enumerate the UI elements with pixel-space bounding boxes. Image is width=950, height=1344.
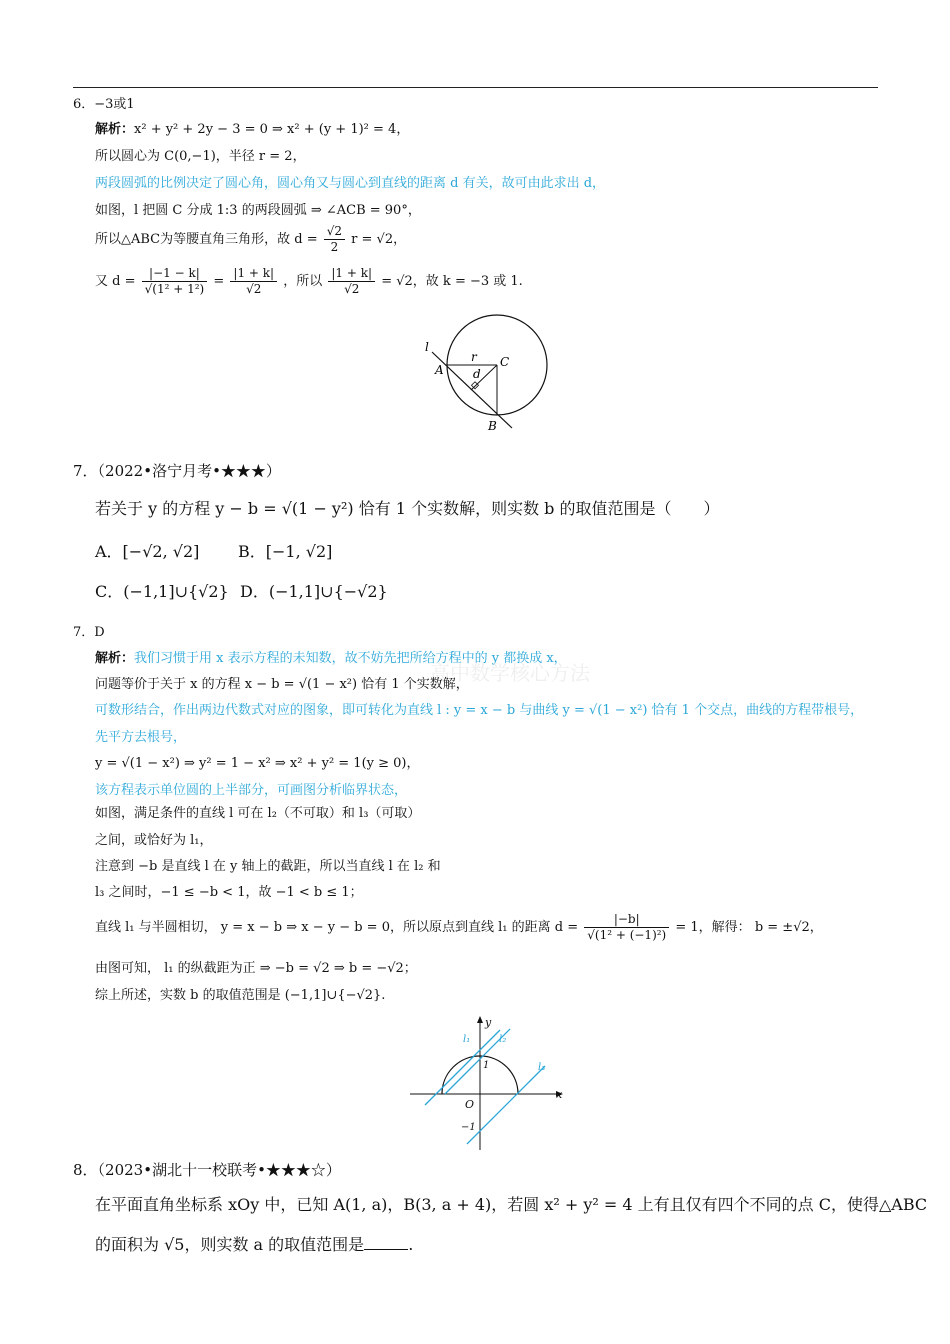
q7-option-b: B．[−1, √2]	[238, 542, 333, 561]
label-l2: l₂	[499, 1034, 507, 1045]
q7-option-c: C．(−1,1]∪{√2}	[95, 582, 229, 601]
q7-stem: 若关于 y 的方程 y − b = √(1 − y²) 恰有 1 个实数解，则实数 b 的取值范围是（ ）	[95, 499, 720, 518]
q6-l6-frac-2	[230, 266, 277, 297]
q6-l6-eq: =	[213, 274, 225, 289]
answer-blank[interactable]	[364, 1235, 408, 1250]
label-l3: l₃	[538, 1062, 546, 1073]
label-d: d	[473, 367, 481, 381]
q6-line-1	[95, 121, 409, 139]
label-neg-one: −1	[461, 1122, 476, 1133]
y-axis-arrow	[477, 1016, 483, 1023]
q7-header: 7．（2022•洛宁月考•★★★）	[73, 462, 281, 480]
q7-s4: 先平方去根号，	[95, 730, 187, 745]
q7-answer: 7．D	[73, 625, 105, 640]
label-origin: O	[465, 1098, 475, 1111]
q7-s6: 该方程表示单位圆的上半部分，可画图分析临界状态，	[95, 783, 408, 798]
q8-header: 8．（2023•湖北十一校联考•★★★☆）	[73, 1161, 341, 1179]
q7-s2: 问题等价于关于 x 的方程 x − b = √(1 − x²) 恰有 1 个实数解，	[95, 677, 469, 692]
label-b: B	[488, 419, 497, 433]
q6-line-6	[95, 266, 523, 297]
q7-s11-pre: 直线 l₁ 与半圆相切， y = x − b ⇒ x − y − b = 0，所以原点到直线 l₁ 的距离 d =	[95, 920, 579, 935]
q6-l6-pre: 又 d =	[95, 274, 136, 289]
q7-s7: 如图，满足条件的直线 l 可在 l₂（不可取）和 l₃（可取）	[95, 806, 421, 821]
label-r: r	[471, 350, 477, 364]
q7-s10: l₃ 之间时，−1 ≤ −b < 1，故 −1 < b ≤ 1；	[95, 885, 363, 900]
q6-l5-den: 2	[330, 240, 339, 254]
q6-line-5	[95, 224, 406, 255]
q6-l6-mid: ，所以	[283, 274, 323, 289]
line-l3	[467, 1066, 545, 1144]
label-y: y	[485, 1016, 492, 1029]
q7-jiexi-label: 解析：	[95, 651, 135, 666]
q7-semicircle-figure	[405, 1012, 575, 1152]
q8-stem-2: 的面积为 √5，则实数 a 的取值范围是	[95, 1235, 365, 1254]
q6-line-4: 如图，l 把圆 C 分成 1:3 的两段圆弧 ⇒ ∠ACB = 90°，	[95, 203, 421, 218]
q6-l6-f2-num: |1 + k|	[230, 266, 277, 282]
q6-eq-1: x² + y² + 2y − 3 = 0 ⇒ x² + (y + 1)² = 4，	[134, 122, 410, 137]
label-l1: l₁	[463, 1034, 471, 1045]
q6-answer: 6．−3或1	[73, 97, 135, 112]
q7-option-a: A．[−√2, √2]	[95, 542, 200, 561]
label-one: 1	[483, 1060, 490, 1071]
q6-jiexi-label: 解析：	[95, 122, 135, 137]
label-x: x	[556, 1088, 563, 1101]
q6-l5-pre: 所以△ABC为等腰直角三角形，故 d =	[95, 232, 318, 247]
q6-line-2: 所以圆心为 C(0,−1)，半径 r = 2，	[95, 149, 306, 164]
q7-s5: y = √(1 − x²) ⇒ y² = 1 − x² ⇒ x² + y² = 1(y ≥ 0)，	[95, 756, 420, 771]
q7-s11-frac	[584, 912, 669, 943]
q7-s1: 我们习惯于用 x 表示方程的未知数，故不妨先把所给方程中的 y 都换成 x，	[134, 651, 567, 666]
label-c: C	[500, 355, 510, 369]
q8-stem-1: 在平面直角坐标系 xOy 中，已知 A(1, a)，B(3, a + 4)，若圆 x² + y² = 4 上有且仅有四个不同的点 C，使得△ABC	[95, 1195, 928, 1214]
q6-line-3: 两段圆弧的比例决定了圆心角，圆心角又与圆心到直线的距离 d 有关，故可由此求出 d，	[95, 176, 606, 191]
q6-l6-frac-1	[142, 266, 208, 297]
q8-stem-2-end: .	[408, 1235, 414, 1254]
q6-circle-figure	[415, 308, 565, 438]
q6-l6-frac-3	[328, 266, 375, 297]
q7-s9: 注意到 −b 是直线 l 在 y 轴上的截距，所以当直线 l 在 l₂ 和	[95, 859, 441, 874]
q6-l5-frac	[324, 224, 345, 255]
q6-l6-f1-den: √(1² + 1²)	[144, 282, 205, 296]
label-a: A	[435, 363, 444, 377]
watermark: 高中数学核心方法	[430, 661, 590, 685]
q6-l6-f1-num: |−1 − k|	[142, 266, 208, 282]
label-l: l	[425, 340, 429, 354]
top-rule	[73, 87, 878, 88]
q7-s11	[95, 912, 823, 943]
q7-s8: 之间，或恰好为 l₁，	[95, 833, 213, 848]
q6-l6-f3-num: |1 + k|	[328, 266, 375, 282]
q7-s11-den: √(1² + (−1)²)	[587, 928, 667, 942]
q6-l5-post: r = √2，	[351, 232, 407, 247]
q6-l6-f2-den: √2	[246, 282, 262, 296]
q7-s12: 由图可知， l₁ 的纵截距为正 ⇒ −b = √2 ⇒ b = −√2；	[95, 961, 417, 976]
q7-s13: 综上所述，实数 b 的取值范围是 (−1,1]∪{−√2}.	[95, 988, 386, 1003]
q7-s11-post: = 1，解得： b = ±√2，	[675, 920, 823, 935]
q8-stem-2-line	[95, 1234, 413, 1256]
q7-option-d: D．(−1,1]∪{−√2}	[240, 582, 388, 601]
right-angle-mark	[471, 382, 478, 389]
q6-l5-num: √2	[324, 224, 345, 240]
q7-s11-num: |−b|	[584, 912, 669, 928]
q6-l6-post: = √2，故 k = −3 或 1.	[381, 274, 523, 289]
q7-s3: 可数形结合，作出两边代数式对应的图象，即可转化为直线 l : y = x − b 与曲线 y = √(1 − x²) 恰有 1 个交点，曲线的方程带根号，	[95, 703, 864, 718]
q6-l6-f3-den: √2	[344, 282, 360, 296]
